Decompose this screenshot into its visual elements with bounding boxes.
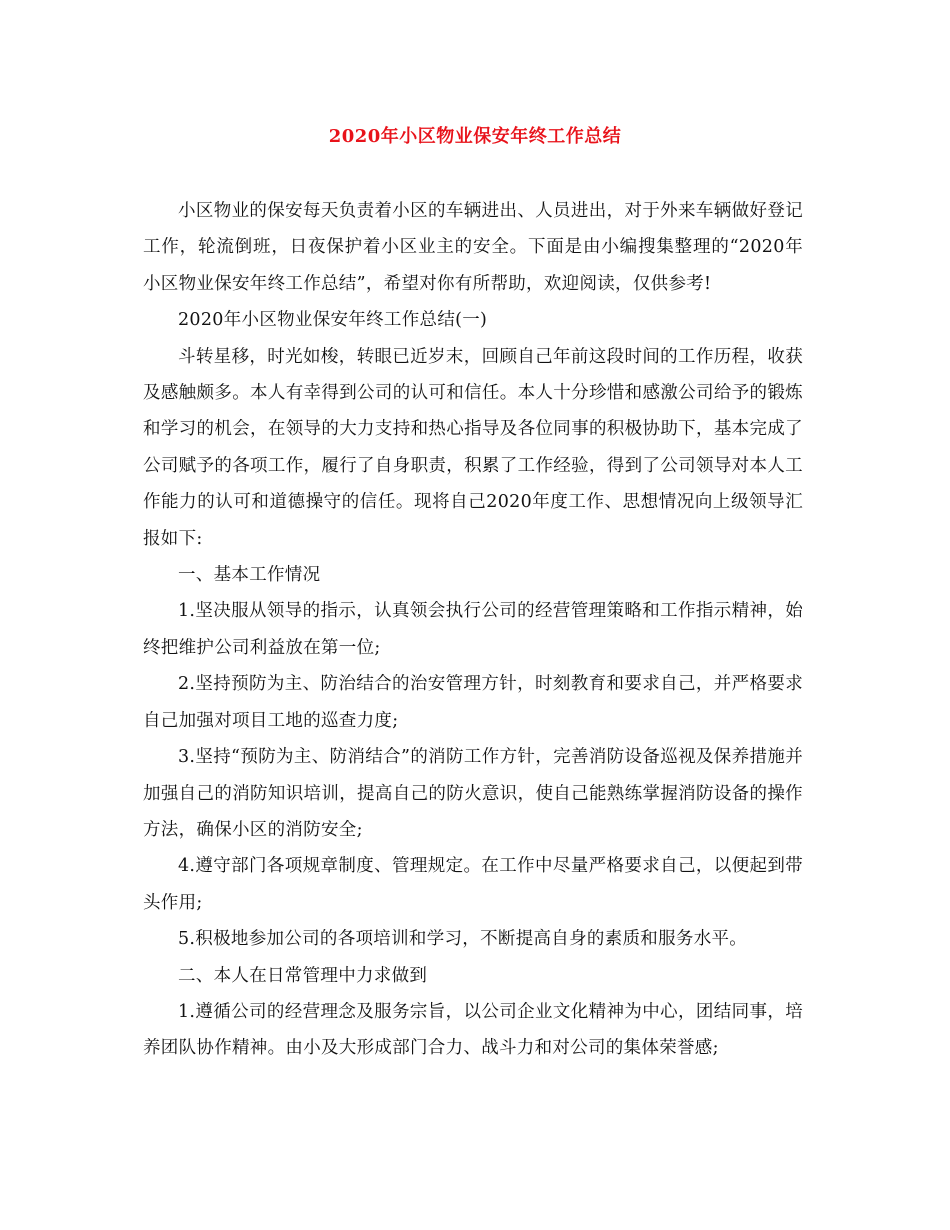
list-item: 5.积极地参加公司的各项培训和学习，不断提高自身的素质和服务水平。 (178, 929, 748, 950)
paragraph-subtitle: 2020年小区物业保安年终工作总结(一) (178, 310, 488, 331)
paragraph-intro: 小区物业的保安每天负责着小区的车辆进出、人员进出，对于外来车辆做好登记工作，轮流倒班，日夜保护着小区业主的安全。下面是由小编搜集整理的“2020年小区物业保安年终工作总结”，希望对你有所帮助，欢迎阅读，仅供参考! (143, 201, 803, 294)
section-heading-basic-work: 一、基本工作情况 (178, 565, 321, 586)
section-heading-daily-management: 二、本人在日常管理中力求做到 (178, 965, 428, 986)
paragraph-opening: 斗转星移，时光如梭，转眼已近岁末，回顾自己年前这段时间的工作历程，收获及感触颇多。本人有幸得到公司的认可和信任。本人十分珍惜和感激公司给予的锻炼和学习的机会，在领导的大力支持和热心指导及各位同事的积极协助下，基本完成了公司赋予的各项工作，履行了自身职责，积累了工作经验，得到了公司领导对本人工作能力的认可和道德操守的信任。现将自己2020年度工作、思想情况向上级领导汇报如下: (143, 346, 803, 549)
list-item: 1.坚决服从领导的指示，认真领会执行公司的经营管理策略和工作指示精神，始终把维护公司利益放在第一位; (143, 601, 803, 658)
list-item: 3.坚持“预防为主、防消结合”的消防工作方针，完善消防设备巡视及保养措施并加强自己的消防知识培训，提高自己的防火意识，使自己能熟练掌握消防设备的操作方法，确保小区的消防安全; (143, 747, 803, 840)
list-item: 1.遵循公司的经营理念及服务宗旨，以公司企业文化精神为中心，团结同事，培养团队协作精神。由小及大形成部门合力、战斗力和对公司的集体荣誉感; (143, 1001, 803, 1059)
document-title: 2020年小区物业保安年终工作总结 (328, 126, 622, 147)
document-body (143, 193, 803, 1067)
list-item: 4.遵守部门各项规章制度、管理规定。在工作中尽量严格要求自己，以便起到带头作用; (143, 856, 803, 913)
list-item: 2.坚持预防为主、防治结合的治安管理方针，时刻教育和要求自己，并严格要求自己加强对项目工地的巡查力度; (143, 674, 803, 731)
